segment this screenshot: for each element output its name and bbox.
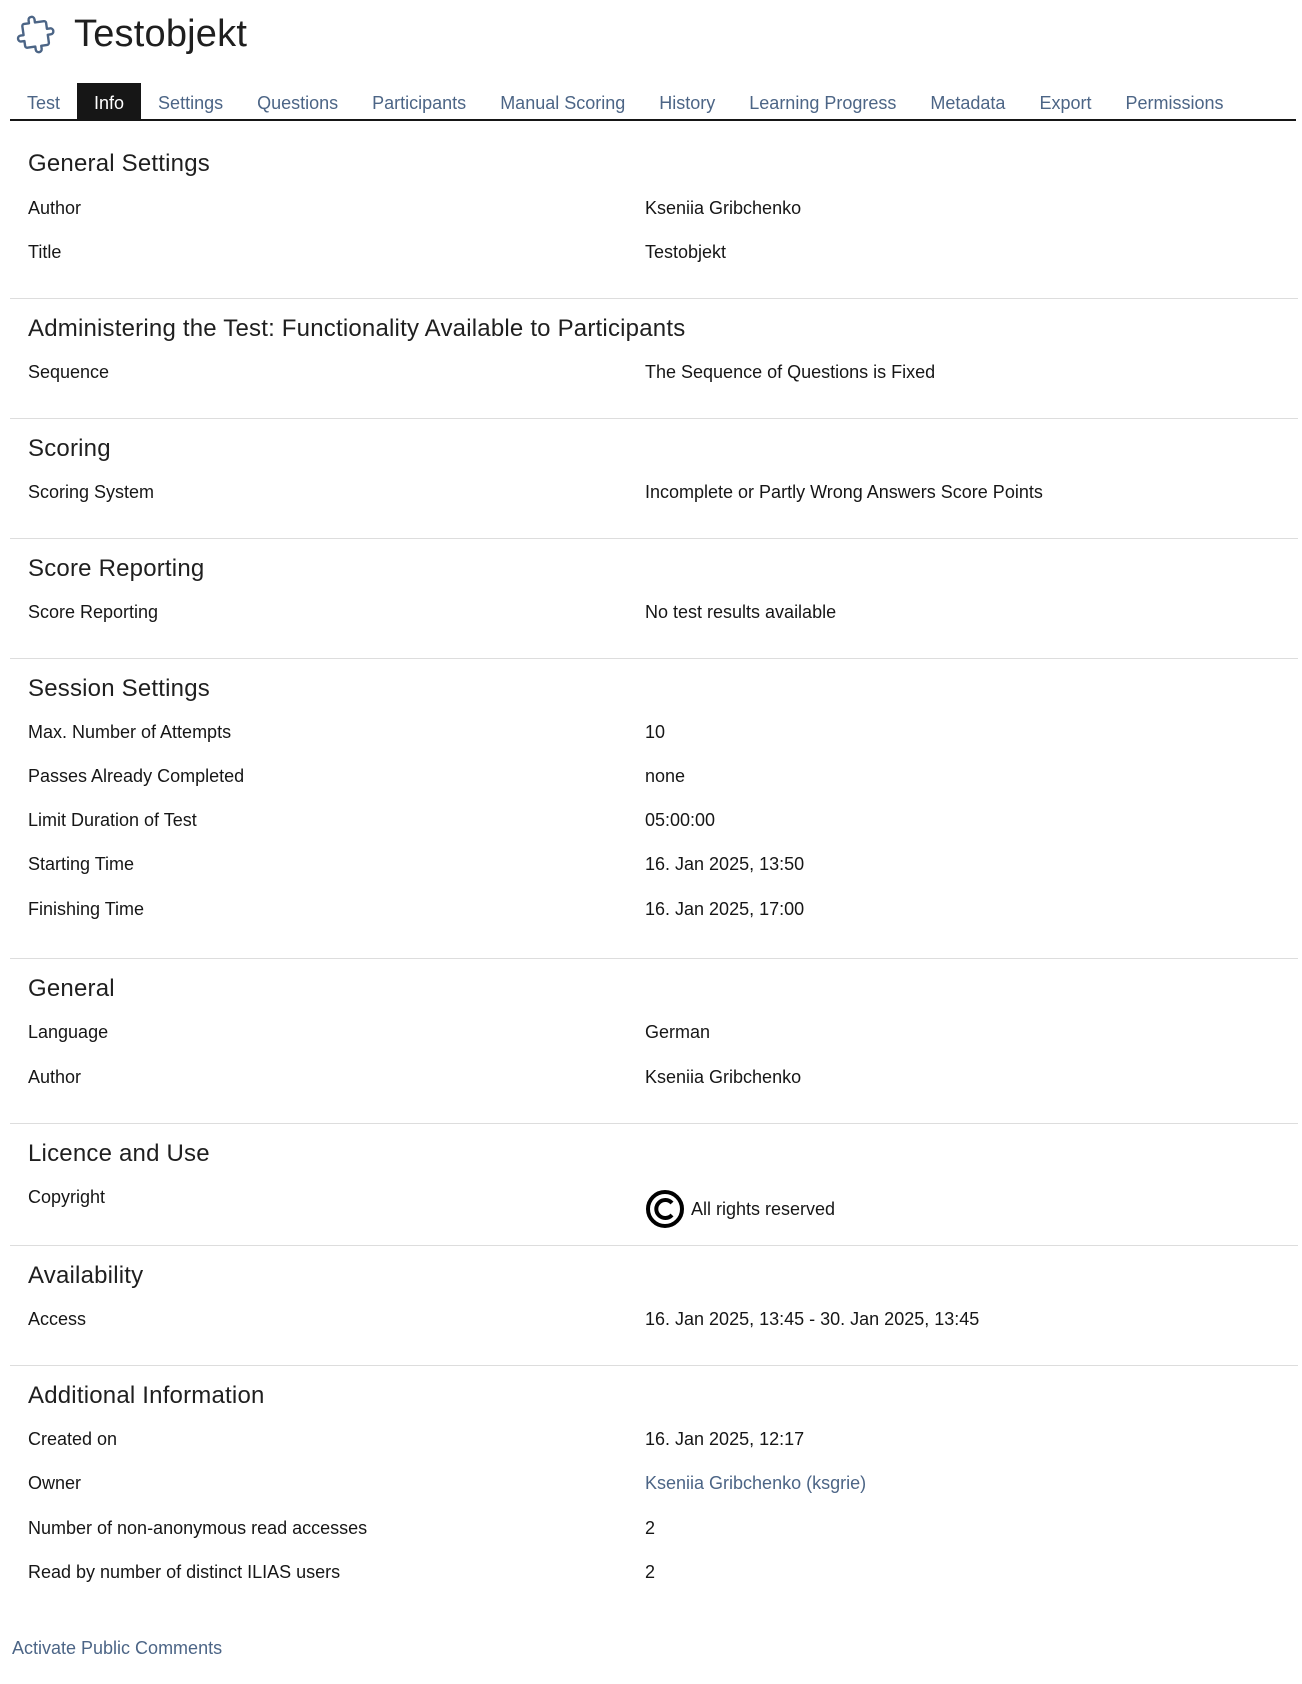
- section-heading: General Settings: [28, 150, 210, 177]
- row-label: Sequence: [28, 362, 110, 382]
- row-label: Finishing Time: [28, 899, 145, 919]
- tab-participants[interactable]: Participants: [372, 93, 467, 113]
- tab-questions[interactable]: Questions: [257, 93, 339, 113]
- section-general: [10, 958, 1298, 1123]
- section-additional-information: [10, 1365, 1298, 1595]
- section-availability: [10, 1245, 1298, 1365]
- tab-settings[interactable]: Settings: [158, 93, 224, 113]
- page-title: Testobjekt: [74, 12, 248, 55]
- info-row-finishing-time: [28, 896, 1288, 922]
- copyright-icon: [645, 1189, 685, 1229]
- info-row-scoring-system: [28, 479, 1288, 505]
- section-session-settings: [10, 658, 1298, 958]
- row-label: Language: [28, 1022, 109, 1042]
- info-row-author: [28, 1064, 1288, 1090]
- row-label: Created on: [28, 1429, 118, 1449]
- section-administering: [10, 298, 1298, 418]
- info-row-sequence: [28, 359, 1288, 385]
- section-heading: Licence and Use: [28, 1140, 210, 1167]
- row-value: German: [645, 1022, 711, 1042]
- row-value: Testobjekt: [645, 242, 727, 262]
- page-header: [12, 10, 247, 58]
- info-row-title: [28, 239, 1288, 265]
- section-heading: Availability: [28, 1262, 144, 1289]
- row-label: Starting Time: [28, 854, 135, 874]
- row-label: Passes Already Completed: [28, 766, 245, 786]
- row-label: Number of non-anonymous read accesses: [28, 1518, 368, 1538]
- section-licence: [10, 1123, 1298, 1245]
- section-heading: Additional Information: [28, 1382, 265, 1409]
- row-label: Copyright: [28, 1187, 106, 1207]
- row-value: The Sequence of Questions is Fixed: [645, 362, 936, 382]
- row-value: 16. Jan 2025, 13:45 - 30. Jan 2025, 13:45: [645, 1309, 980, 1329]
- row-value: Kseniia Gribchenko: [645, 198, 802, 218]
- section-score-reporting: [10, 538, 1298, 658]
- row-label: Score Reporting: [28, 602, 159, 622]
- row-label: Read by number of distinct ILIAS users: [28, 1562, 341, 1582]
- row-value: Kseniia Gribchenko: [645, 1067, 802, 1087]
- info-row-distinct-users: [28, 1559, 1288, 1585]
- row-value: Incomplete or Partly Wrong Answers Score Points: [645, 482, 1043, 502]
- tab-bar: [10, 83, 1296, 121]
- section-heading: Administering the Test: Functionality Available to Participants: [28, 315, 686, 342]
- tab-test[interactable]: Test: [27, 93, 61, 113]
- row-value: 2: [645, 1518, 656, 1538]
- info-row-language: [28, 1019, 1288, 1045]
- row-value: 10: [645, 722, 666, 742]
- row-value: 16. Jan 2025, 13:50: [645, 854, 805, 874]
- tab-manual-scoring[interactable]: Manual Scoring: [500, 93, 626, 113]
- row-value: 2: [645, 1562, 656, 1582]
- info-row-limit-duration: [28, 807, 1288, 833]
- info-row-access: [28, 1306, 1288, 1332]
- row-value: No test results available: [645, 602, 837, 622]
- row-value: 16. Jan 2025, 12:17: [645, 1429, 805, 1449]
- tab-learning-progress[interactable]: Learning Progress: [749, 93, 897, 113]
- info-row-owner: [28, 1470, 1288, 1496]
- row-value: none: [645, 766, 686, 786]
- row-value: All rights reserved: [691, 1198, 836, 1219]
- info-row-max-attempts: [28, 719, 1288, 745]
- tab-info[interactable]: Info: [77, 83, 141, 119]
- section-general-settings: [10, 120, 1298, 298]
- row-value: 16. Jan 2025, 17:00: [645, 899, 805, 919]
- row-label: Access: [28, 1309, 87, 1329]
- section-heading: Scoring: [28, 435, 111, 462]
- tab-metadata[interactable]: Metadata: [930, 93, 1006, 113]
- puzzle-icon: [12, 9, 62, 59]
- tab-history[interactable]: History: [659, 93, 716, 113]
- info-row-starting-time: [28, 851, 1288, 877]
- section-heading: Score Reporting: [28, 555, 205, 582]
- section-heading: General: [28, 975, 115, 1002]
- info-row-author: [28, 195, 1288, 221]
- tab-permissions[interactable]: Permissions: [1125, 93, 1224, 113]
- section-heading: Session Settings: [28, 675, 210, 702]
- section-scoring: [10, 418, 1298, 538]
- row-label: Limit Duration of Test: [28, 810, 197, 830]
- row-value: 05:00:00: [645, 810, 716, 830]
- row-label: Title: [28, 242, 62, 262]
- row-label: Max. Number of Attempts: [28, 722, 232, 742]
- info-row-read-accesses: [28, 1515, 1288, 1541]
- copyright-value: [645, 1188, 835, 1230]
- info-row-score-reporting: [28, 599, 1288, 625]
- row-label: Author: [28, 1067, 82, 1087]
- tab-export[interactable]: Export: [1039, 93, 1092, 113]
- owner-link[interactable]: Kseniia Gribchenko (ksgrie): [645, 1473, 867, 1493]
- activate-public-comments-link[interactable]: Activate Public Comments: [12, 1638, 223, 1658]
- row-label: Scoring System: [28, 482, 155, 502]
- row-label: Author: [28, 198, 82, 218]
- row-label: Owner: [28, 1473, 82, 1493]
- info-row-created-on: [28, 1426, 1288, 1452]
- info-row-passes-completed: [28, 763, 1288, 789]
